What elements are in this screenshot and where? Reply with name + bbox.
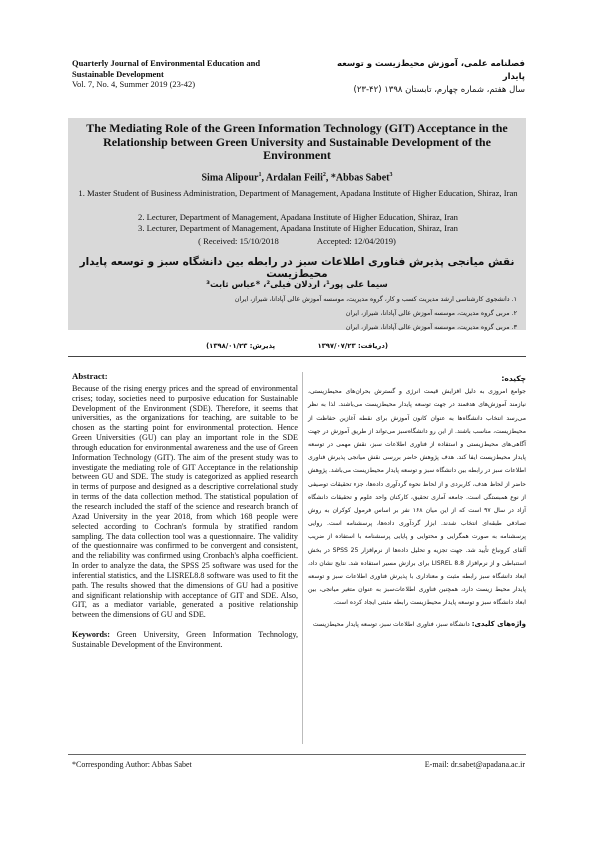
keywords-text-en: Green University, Green Information Technology, Sustainable Development of the Environment. [72,630,299,649]
abstract-body-fa: جوامع امروزی به دلیل افزایش قیمت انرژی و گسترش بحران‌های محیط‌زیستی، نیازمند آموزش‌های هدفمند در جهت توسعه پایدار محیط‌زیست می‌باشند. لذا به نظر می‌رسد انتخاب دانشگاه‌ها به عنوان کانون آموزش برای نقطه آغازین حفاظت از محیط‌زیست، مناسب باشند. از این رو دانشگاه‌سبز می‌تواند از طریق آموزش در جهت آگاهی‌های محیط‌زیستی و استفاده از فناوری اطلاعات سبز، نقش مهمی در توسعه پایدار محیط‌زیست ایفا کند. هدف پژوهش حاضر بررسی نقش میانجی پذیرش فناوری اطلاعات سبز در رابطه بین دانشگاه سبز و توسعه پایدار محیط‌زیست می‌باشد. پژوهش حاضر از لحاظ هدف، کاربردی و از لحاظ نحوه گردآوری داده‌ها، جزء تحقیقات توصیفی از نوع همبستگی است. جامعه آماری تحقیق، کارکنان واحد علوم و تحقیقات دانشگاه آزاد در سال ۹۷ است که از این میان ۱۶۸ نفر بر اساس فرمول کوکران به روش تصادفی طبقه‌ای انتخاب شدند. ابزار گردآوری داده‌ها، پرسشنامه است. روایی پرسشنامه به صورت همگرایی و محتوایی و پایایی پرسشنامه با استفاده از ضریب آلفای کرونباخ تأیید شد. جهت تجزیه و تحلیل داده‌ها از نرم‌افزار SPSS 25 در بخش استنباطی و از نرم‌افزار LISREL 8.8 برای برازش مسیر استفاده شد. نتایج نشان داد، ابعاد دانشگاه سبز رابطه مثبت و معناداری با پذیرش فناوری اطلاعات سبز و توسعه پایدار محیط زیست دارد، همچنین فناوری اطلاعات‌سبز به عنوان متغیر میانجی، بین ابعاد دانشگاه سبز و توسعه پایدار محیط‌زیست رابطه مثبتی ایجاد کرده است. [308,388,527,607]
abstract-en [72,372,298,650]
footer-divider [68,754,526,755]
paper-title-en: The Mediating Role of the Green Information Technology (GIT) Acceptance in the Relationship between Green University and Sustainable Development of the Environment [86,121,508,162]
keywords-text-fa: دانشگاه سبز، فناوری اطلاعات سبز، توسعه پایدار محیط‌زیست [312,620,470,628]
journal-header-fa [325,58,525,97]
author-list-fa: سیما علی پور¹، اردلان فیلی²، *عباس ثابت³ [206,280,388,290]
affiliation-1-fa: ۱. دانشجوی کارشناسی ارشد مدیریت کسب و کار، گروه مدیریت، موسسه آموزش عالی آپادانا، شیراز، ایران [234,296,517,303]
accepted-date-fa: پذیرش: ۱۳۹۸/۰۱/۲۳) [206,342,276,350]
abstract-fa [308,372,526,631]
keywords-en [72,630,298,650]
journal-volume-en: Vol. 7, No. 4, Summer 2019 (23-42) [72,79,196,89]
author-1: Sima Alipour [201,172,259,184]
section-divider [68,356,526,357]
affiliation-2-en: 2. Lecturer, Department of Management, Apadana Institute of Higher Education, Shiraz, Iran [138,212,458,222]
journal-name-fa: فصلنامه علمی، آموزش محیط‌زیست و توسعه پایدار [336,59,525,82]
dates-fa [72,342,522,350]
keywords-heading-en: Keywords: [72,630,110,640]
received-date-fa: (دریافت: ۱۳۹۷/۰۷/۲۳ [317,342,388,350]
paper-title-fa: نقش میانجی پذیرش فناوری اطلاعات سبز در رابطه بین دانشگاه سبز و توسعه پایدار محیط‌زیست [79,256,515,280]
corresponding-email: E-mail: dr.sabet@apadana.ac.ir [424,760,525,769]
accepted-date-en: Accepted: 12/04/2019) [316,236,396,246]
journal-header-en [72,58,302,90]
column-divider [302,372,303,744]
abstract-heading-en: Abstract: [72,371,108,381]
author-3: Abbas Sabet [335,172,390,184]
received-date-en: ( Received: 15/10/2018 [198,236,279,246]
keywords-heading-fa: واژه‌های کلیدی: [471,619,526,628]
keywords-fa [308,618,526,631]
abstract-heading-fa: چکیده: [501,374,526,383]
affiliation-3-fa: ۳. مربی گروه مدیریت، موسسه آموزش عالی آپادانا، شیراز، ایران [345,324,517,331]
author-2: Ardalan Feili [265,172,323,184]
dates-en [72,236,522,246]
affiliation-3-en: 3. Lecturer, Department of Management, Apadana Institute of Higher Education, Shiraz, Iran [138,223,458,233]
journal-volume-fa: سال هفتم، شماره چهارم، تابستان ۱۳۹۸ (۴۲-۲۳) [353,85,525,95]
affiliation-1-en: 1. Master Student of Business Administration, Department of Management, Apadana Institute of Higher Education, Shiraz, Iran [78,188,518,198]
corresponding-author: *Corresponding Author: Abbas Sabet [72,760,192,769]
journal-name-en: Quarterly Journal of Environmental Education and Sustainable Development [72,58,261,79]
author-list-en: Sima Alipour$^1$, Ardalan Feili$^2$, *Abbas Sabet$^3$ [201,172,393,184]
abstract-body-en: Because of the rising energy prices and the spread of environmental crises; today, societies need to purposive education for Sustainable Development of the Environment (SDE). Therefore, it seems that universities, as the organizations for teaching, are suitable to be chosen as the starting point for environmental protection. Hence Green Universities (GU) can play an important role in the SDE through education for environmental awareness and the use of Green Information Technology (GIT). The aim of the present study was to investigate the mediating role of GIT Acceptance in the relationship between GU and SDE. The study is categorized as applied research in terms of purpose and designed as a descriptive correlational study in terms of the data collection method. The statistical population of the research included the staff of the science and research branch of Azad University in the year 2018, from which 168 people were selected according to Cochran's formula by stratified random sampling. The data collection tool was a questionnaire. The validity of the questionnaire was confirmed to be convergent and consistent, and the reliability was confirmed using Cronbach's alpha coefficient. In order to analyze the data, the SPSS 25 software was used for the inferential statistics, and the LISREL8.8 software was used to fit the path. The results showed that the dimensions of GU had a positive and significant relationship with acceptance of GIT and SDE. Also, GIT, as a mediator variable, generated a positive relationship between the dimensions of GU and SDE. [72,383,298,620]
affiliation-2-fa: ۲. مربی گروه مدیریت، موسسه آموزش عالی آپادانا، شیراز، ایران [345,310,517,317]
